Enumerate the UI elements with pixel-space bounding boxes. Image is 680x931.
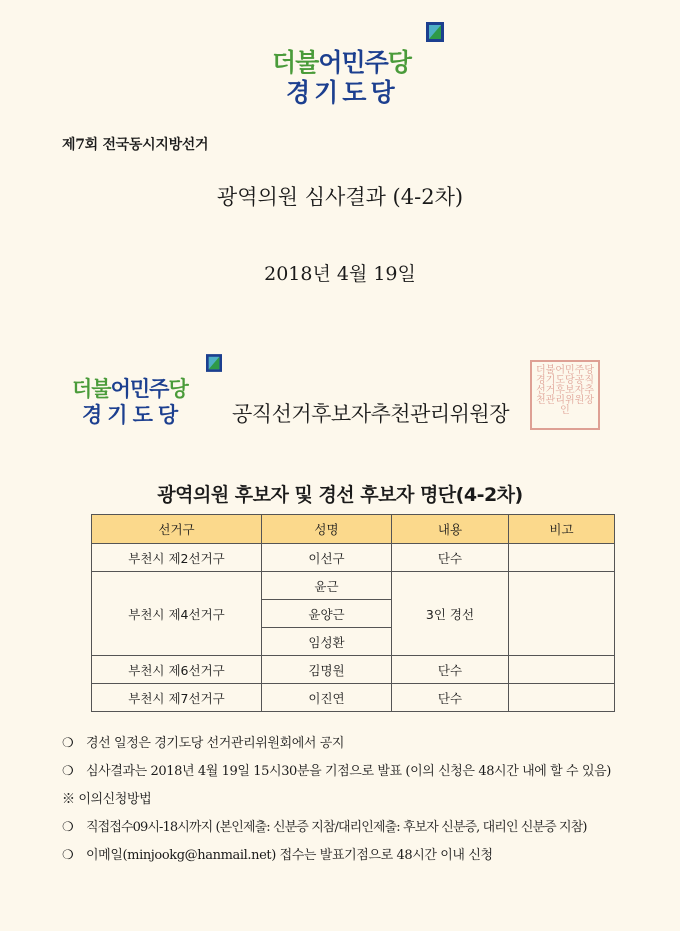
note-heading: ※ 이의신청방법 <box>62 792 152 807</box>
logo-region-name: 경기도당 <box>82 403 184 427</box>
note-item <box>62 846 642 866</box>
content-cell: 단수 <box>392 684 509 712</box>
content-cell: 3인 경선 <box>392 572 509 656</box>
header-district: 선거구 <box>92 515 262 544</box>
notes-section <box>62 734 642 874</box>
note-item <box>62 762 642 782</box>
header-content: 내용 <box>392 515 509 544</box>
note-cell <box>509 544 615 572</box>
table-row <box>92 544 615 572</box>
table-row <box>92 656 615 684</box>
district-cell: 부천시 제6선거구 <box>92 656 262 684</box>
note-text: 이메일(minjookg@hanmail.net) 접수는 발표기점으로 48시간 이내 신청 <box>86 848 493 863</box>
note-item <box>62 734 642 754</box>
circle-bullet-icon: ❍ <box>62 820 74 835</box>
district-cell: 부천시 제7선거구 <box>92 684 262 712</box>
candidate-name-cell: 김명원 <box>262 656 392 684</box>
party-flag-icon <box>426 22 444 42</box>
party-flag-icon <box>206 354 222 372</box>
list-title: 광역의원 후보자 및 경선 후보자 명단(4-2차) <box>157 484 523 506</box>
table-header-row <box>92 515 615 544</box>
note-text: 직접접수09시-18시까지 (본인제출: 신분증 지참/대리인제출: 후보자 신분증, 대리인 신분증 지참) <box>86 820 587 835</box>
candidate-name-cell: 윤양근 <box>262 600 392 628</box>
note-text: 심사결과는 2018년 4월 19일 15시30분을 기점으로 발표 (이의 신청은 48시간 내에 할 수 있음) <box>86 764 611 779</box>
election-name: 제7회 전국동시지방선거 <box>62 137 209 153</box>
committee-name: 공직선거후보자추천관리위원장 <box>232 402 510 426</box>
header-note: 비고 <box>509 515 615 544</box>
district-cell: 부천시 제4선거구 <box>92 572 262 656</box>
candidate-table <box>91 514 615 712</box>
logo-party-name: 더불어민주당 <box>272 48 411 77</box>
logo-region-name: 경기도당 <box>286 78 399 107</box>
document-title: 광역의원 심사결과 (4-2차) <box>216 185 464 209</box>
note-cell <box>509 656 615 684</box>
note-item <box>62 818 642 838</box>
candidate-name-cell: 임성환 <box>262 628 392 656</box>
note-cell <box>509 684 615 712</box>
candidate-name-cell: 윤근 <box>262 572 392 600</box>
party-logo-signature <box>72 354 232 432</box>
circle-bullet-icon: ❍ <box>62 848 74 863</box>
candidate-name-cell: 이선구 <box>262 544 392 572</box>
header-name: 성명 <box>262 515 392 544</box>
content-cell: 단수 <box>392 656 509 684</box>
district-cell: 부천시 제2선거구 <box>92 544 262 572</box>
note-text: 경선 일정은 경기도당 선거관리위원회에서 공지 <box>86 736 345 751</box>
circle-bullet-icon: ❍ <box>62 764 74 779</box>
candidate-name-cell: 이진연 <box>262 684 392 712</box>
table-row <box>92 572 615 600</box>
content-cell: 단수 <box>392 544 509 572</box>
document-date: 2018년 4월 19일 <box>264 263 416 285</box>
official-seal: 더불어민주당경기도당공직선거후보자추천관리위원장인 <box>530 360 600 430</box>
table-row <box>92 684 615 712</box>
note-cell <box>509 572 615 656</box>
circle-bullet-icon: ❍ <box>62 736 74 751</box>
logo-party-name: 더불어민주당 <box>72 377 188 401</box>
party-logo-header <box>272 20 442 112</box>
